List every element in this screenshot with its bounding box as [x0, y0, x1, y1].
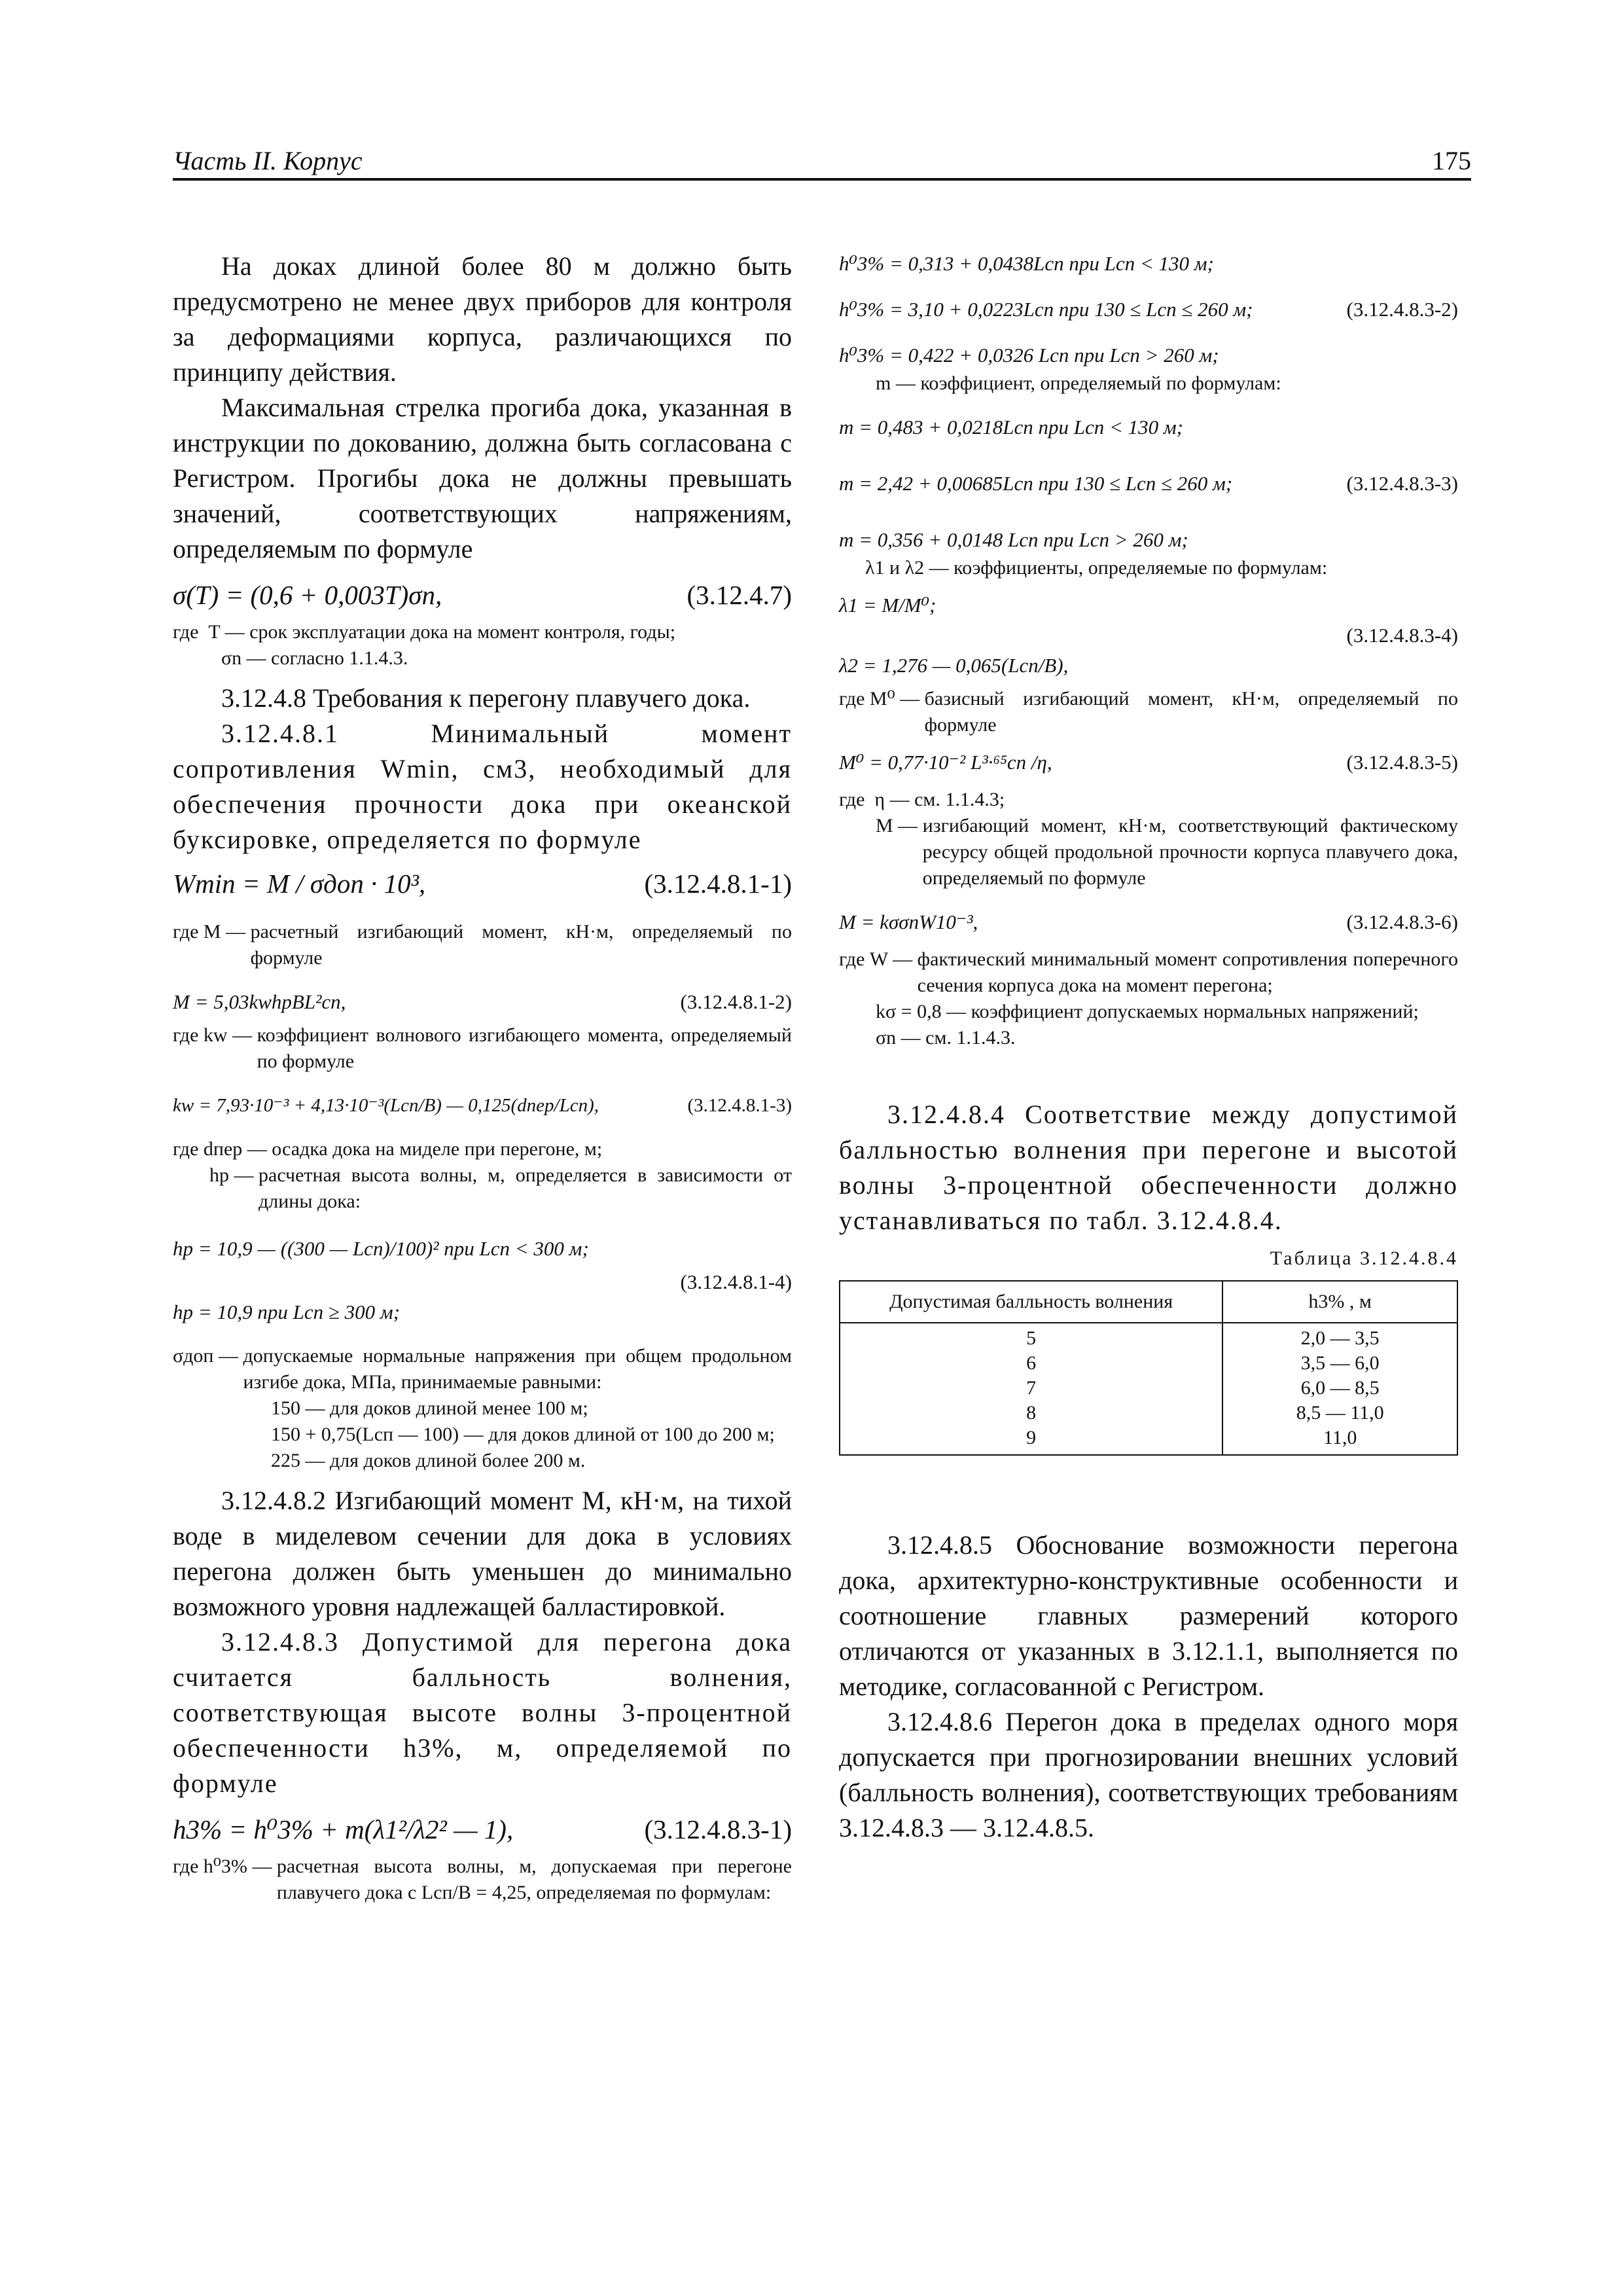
formula-expression: M⁰ = 0,77·10⁻² L³·⁶⁵сп /η,: [839, 751, 1052, 774]
formula-expression: h⁰3% = 0,313 + 0,0438Lсп при Lсп < 130 м;: [839, 252, 1214, 275]
right-column: [839, 249, 1458, 1846]
formula-expression: hp = 10,9 при Lсп ≥ 300 м;: [173, 1300, 401, 1323]
section-3-12-4-8-3: 3.12.4.8.3 Допустимой для перегона дока считается балльность волнения, соответствующая высоте волны 3-процентной обеспеченности h3%, м, определяемой по формуле: [173, 1627, 792, 1798]
formula-m-line-2: [839, 469, 1458, 499]
sigma-dop-item: 150 + 0,75(Lсп — 100) — для доков длиной от 100 до 200 м;: [271, 1424, 775, 1445]
where-kw: [173, 1022, 792, 1075]
where-k-sigma: [839, 999, 1458, 1025]
header-rule: [173, 178, 1471, 181]
where-M: [173, 919, 792, 971]
formula-3-12-4-7: [173, 576, 792, 614]
table-col-sea-state: [840, 1323, 1222, 1455]
where-sigma-n: σn — согласно 1.1.4.3.: [221, 647, 408, 669]
where-M0: [839, 686, 1458, 738]
where-text: фактический минимальный момент сопротивления поперечного сечения корпуса дока на момент перегона;: [917, 948, 1458, 996]
where-lead: σn —: [876, 1027, 926, 1049]
formula-expression: m = 0,483 + 0,0218Lсп при Lсп < 130 м;: [839, 416, 1184, 439]
where-sigma-n-2: [839, 1025, 1458, 1051]
table-col-wave-height: [1222, 1323, 1457, 1455]
where-text: см. 1.1.4.3;: [914, 789, 1005, 810]
formula-number: (3.12.4.8.3-2): [1346, 298, 1458, 321]
formula-h0-line-2: [839, 295, 1458, 325]
formula-lambda-2: [839, 651, 1458, 681]
table-row: [840, 1323, 1457, 1455]
formula-m-line-1: [839, 412, 1458, 442]
table-caption: Таблица 3.12.4.8.4: [1270, 1247, 1458, 1269]
formula-number: (3.12.4.8.1-4): [680, 1270, 792, 1293]
formula-3-12-4-8-3-6: [839, 907, 1458, 937]
where-hp: [173, 1162, 792, 1215]
formula-3-12-4-8-1-2: [173, 987, 792, 1017]
table-header-wave-height: h3% , м: [1222, 1281, 1457, 1323]
formula-3-12-4-8-1-1: [173, 857, 792, 910]
table-header-row: [840, 1281, 1457, 1323]
where-text: расчетная высота волны, м, определяется в зависимости от длины дока:: [259, 1164, 792, 1212]
table-cell: 2,0 — 3,5: [1300, 1327, 1380, 1349]
where-W: [839, 946, 1458, 999]
where-lead: kσ =: [876, 1001, 918, 1022]
table-cell: 9: [1026, 1427, 1037, 1448]
formula-expression: Wmin = M / σдоп · 10³,: [173, 869, 426, 899]
running-header-section: Часть II. Корпус: [173, 146, 363, 175]
formula-h0-line-3: [839, 340, 1458, 370]
where-h0: [173, 1854, 792, 1906]
formula-expression: M = 5,03kwhpBL²сп,: [173, 990, 346, 1013]
table-cell: 3,5 — 6,0: [1300, 1352, 1380, 1374]
formula-number: (3.12.4.8.3-3): [1346, 472, 1458, 495]
where-m: m — коэффициент, определяемый по формулам:: [876, 372, 1281, 394]
where-lead: где h⁰3% —: [173, 1856, 277, 1877]
formula-expression: m = 0,356 + 0,0148 Lсп при Lсп > 260 м;: [839, 528, 1188, 551]
formula-expression: h⁰3% = 3,10 + 0,0223Lсп при 130 ≤ Lсп ≤ 260 м;: [839, 298, 1253, 321]
formula-m-line-3: [839, 525, 1458, 555]
formula-number: (3.12.4.8.3-6): [1346, 910, 1458, 933]
section-3-12-4-8-4: 3.12.4.8.4 Соответствие между допустимой балльностью волнения при перегоне и высотой волны 3-процентной обеспеченности должно устанавливаться по табл. 3.12.4.8.4.: [839, 1100, 1458, 1235]
table-cell: 8,5 — 11,0: [1296, 1402, 1384, 1424]
formula-number: (3.12.4.8.3-1): [644, 1814, 792, 1844]
wave-height-table: [839, 1280, 1458, 1456]
where-lead: M —: [876, 815, 923, 836]
formula-expression: h⁰3% = 0,422 + 0,0326 Lсп при Lсп > 260 м;: [839, 344, 1219, 367]
table-cell: 6: [1026, 1352, 1037, 1374]
where-text: 0,8 — коэффициент допускаемых нормальных напряжений;: [917, 1001, 1419, 1022]
where-text: коэффициент волнового изгибающего момента, определяемый по формуле: [257, 1024, 792, 1072]
table-cell: 11,0: [1323, 1427, 1357, 1448]
formula-h0-line-1: [839, 249, 1458, 279]
formula-3-12-4-8-3-4-number: [839, 620, 1458, 651]
where-M-resource: [839, 813, 1458, 891]
formula-expression: λ2 = 1,276 — 0,065(Lсп/B),: [839, 654, 1069, 677]
formula-expression: hp = 10,9 — ((300 — Lсп)/100)² при Lсп < 300 м;: [173, 1237, 589, 1260]
where-text: базисный изгибающий момент, кН·м, определяемый по формуле: [924, 688, 1458, 736]
paragraph-max-deflection: Максимальная стрелка прогиба дока, указанная в инструкции по докованию, должна быть согласована с Регистром. Прогибы дока не должны превышать значений, соответствующих напряжениям, определяемым по формуле: [173, 393, 792, 564]
table-cell: 7: [1026, 1377, 1037, 1399]
where-lambda: λ1 и λ2 — коэффициенты, определяемые по формулам:: [865, 557, 1328, 579]
paragraph-docks-80m: На доках длиной более 80 м должно быть предусмотрено не менее двух приборов для контроля за деформациями корпуса, различающихся по принципу действия.: [173, 251, 792, 387]
left-column: [173, 249, 792, 1906]
where-lead: где M —: [173, 921, 251, 942]
where-lead: где kw —: [173, 1024, 257, 1046]
where-dper: [173, 1136, 792, 1162]
where-lead: где η —: [839, 789, 915, 810]
where-text: расчетная высота волны, м, допускаемая при перегоне плавучего дока с Lсп/B = 4,25, определяемая по формулам:: [276, 1856, 792, 1903]
formula-3-12-4-8-1-3: [173, 1090, 792, 1121]
sigma-dop-item: 150 — для доков длиной менее 100 м;: [271, 1397, 588, 1419]
section-3-12-4-8-1: 3.12.4.8.1 Минимальный момент сопротивления Wmin, см3, необходимый для обеспечения прочности дока при океанской буксировке, определяется по формуле: [173, 719, 792, 854]
formula-number: (3.12.4.8.1-1): [644, 869, 792, 899]
where-lead: σдоп —: [173, 1345, 243, 1367]
formula-3-12-4-8-3-1: [173, 1810, 792, 1848]
where-text: см. 1.1.4.3.: [925, 1027, 1016, 1049]
formula-expression: m = 2,42 + 0,00685Lсп при 130 ≤ Lсп ≤ 260 м;: [839, 472, 1233, 495]
table-cell: 8: [1026, 1402, 1037, 1424]
where-sigma-dop: [173, 1343, 792, 1395]
where-eta: [839, 787, 1458, 813]
section-3-12-4-8-6: 3.12.4.8.6 Перегон дока в пределах одного моря допускается при прогнозировании внешних условий (балльность волнения), соответствующих требованиям 3.12.4.8.3 — 3.12.4.8.5.: [839, 1707, 1458, 1842]
where-text: расчетный изгибающий момент, кН·м, определяемый по формуле: [250, 921, 792, 969]
where-lead: hp —: [209, 1164, 259, 1186]
formula-number: (3.12.4.8.3-5): [1346, 751, 1458, 774]
section-3-12-4-8-5: 3.12.4.8.5 Обоснование возможности перегона дока, архитектурно-конструктивные особенности и соотношение главных размерений которого отличаются от указанных в 3.12.1.1, выполняется по методике, согласованной с Регистром.: [839, 1530, 1458, 1701]
page-number: 175: [1432, 146, 1471, 175]
where-lead: где dпер —: [173, 1138, 272, 1160]
where-text: допускаемые нормальные напряжения при общем продольном изгибе дока, МПа, принимаемые равными:: [243, 1345, 792, 1393]
where-lead: где M⁰ —: [839, 688, 925, 709]
where-text: срок эксплуатации дока на момент контроля, годы;: [249, 621, 676, 643]
where-text: осадка дока на миделе при перегоне, м;: [272, 1138, 603, 1160]
table-header-sea-state: Допустимая балльность волнения: [840, 1281, 1222, 1323]
where-lead: где T —: [173, 621, 250, 643]
section-3-12-4-8: 3.12.4.8 Требования к перегону плавучего дока.: [221, 683, 751, 713]
where-text: изгибающий момент, кН·м, соответствующий фактическому ресурсу общей продольной прочности корпуса плавучего дока, определяемый по формуле: [922, 815, 1458, 889]
formula-expression: kw = 7,93·10⁻³ + 4,13·10⁻³(Lсп/B) — 0,125(dпер/Lсп),: [173, 1095, 599, 1116]
formula-number: (3.12.4.8.1-2): [680, 990, 792, 1013]
where-T: [173, 619, 792, 645]
formula-expression: M = kσσnW10⁻³,: [839, 910, 978, 933]
formula-number: (3.12.4.7): [687, 580, 792, 610]
formula-3-12-4-8-1-4-number: [173, 1267, 792, 1297]
formula-expression: σ(T) = (0,6 + 0,003T)σn,: [173, 580, 442, 610]
section-3-12-4-8-2: 3.12.4.8.2 Изгибающий момент M, кН·м, на тихой воде в миделевом сечении для дока в условиях перегона должен быть уменьшен до минимально возможного уровня надлежащей балластировкой.: [173, 1486, 792, 1621]
formula-number: (3.12.4.8.3-4): [1346, 624, 1458, 647]
formula-number: (3.12.4.8.1-3): [687, 1095, 792, 1116]
formula-expression: h3% = h⁰3% + m(λ1²/λ2² — 1),: [173, 1814, 514, 1844]
table-cell: 6,0 — 8,5: [1300, 1377, 1380, 1399]
formula-hp-line-2: [173, 1297, 792, 1327]
table-cell: 5: [1026, 1327, 1037, 1349]
formula-3-12-4-8-3-5: [839, 747, 1458, 778]
formula-expression: λ1 = M/M⁰;: [839, 594, 936, 617]
formula-hp-line-1: [173, 1230, 792, 1267]
sigma-dop-item: 225 — для доков длиной более 200 м.: [271, 1450, 586, 1471]
formula-lambda-1: [839, 590, 1458, 620]
where-lead: где W —: [839, 948, 918, 970]
